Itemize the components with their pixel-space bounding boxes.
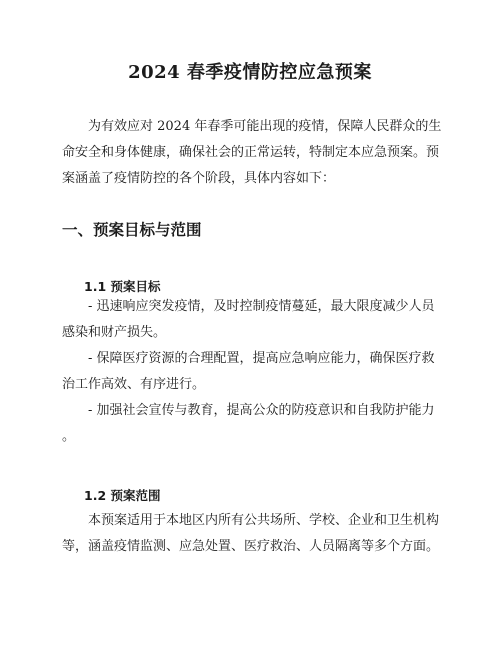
document-title: 2024 春季疫情防控应急预案 <box>128 62 372 83</box>
intro-line-1: 为有效应对 2024 年春季可能出现的疫情，保障人民群众的生 <box>88 119 442 134</box>
scope-line-2: 等，涵盖疫情监测、应急处置、医疗救治、人员隔离等多个方面。 <box>62 539 440 554</box>
section-1-heading: 一、预案目标与范围 <box>62 221 202 239</box>
intro-line-2: 命安全和身体健康，确保社会的正常运转，特制定本应急预案。预 <box>62 145 440 160</box>
goals-list <box>62 294 442 450</box>
goal-item-2-line-1: - 保障医疗资源的合理配置，提高应急响应能力，确保医疗救 <box>88 351 435 366</box>
goal-item-2-line-2: 治工作高效、有序进行。 <box>62 377 206 392</box>
goal-item-1-line-1: - 迅速响应突发疫情，及时控制疫情蔓延，最大限度减少人员 <box>88 299 435 314</box>
goal-item-1-line-2: 感染和财产损失。 <box>62 325 167 340</box>
scope-line-1: 本预案适用于本地区内所有公共场所、学校、企业和卫生机构 <box>88 513 440 528</box>
subsection-1-1-heading: 1.1 预案目标 <box>84 279 161 294</box>
intro-line-3: 案涵盖了疫情防控的各个阶段，具体内容如下： <box>62 171 336 186</box>
goal-item-3-line-2: 。 <box>62 429 76 444</box>
scope-paragraph <box>62 508 442 560</box>
intro-paragraph <box>62 114 442 192</box>
subsection-1-2-heading: 1.2 预案范围 <box>84 488 161 503</box>
goal-item-3-line-1: - 加强社会宣传与教育，提高公众的防疫意识和自我防护能力 <box>88 403 435 418</box>
